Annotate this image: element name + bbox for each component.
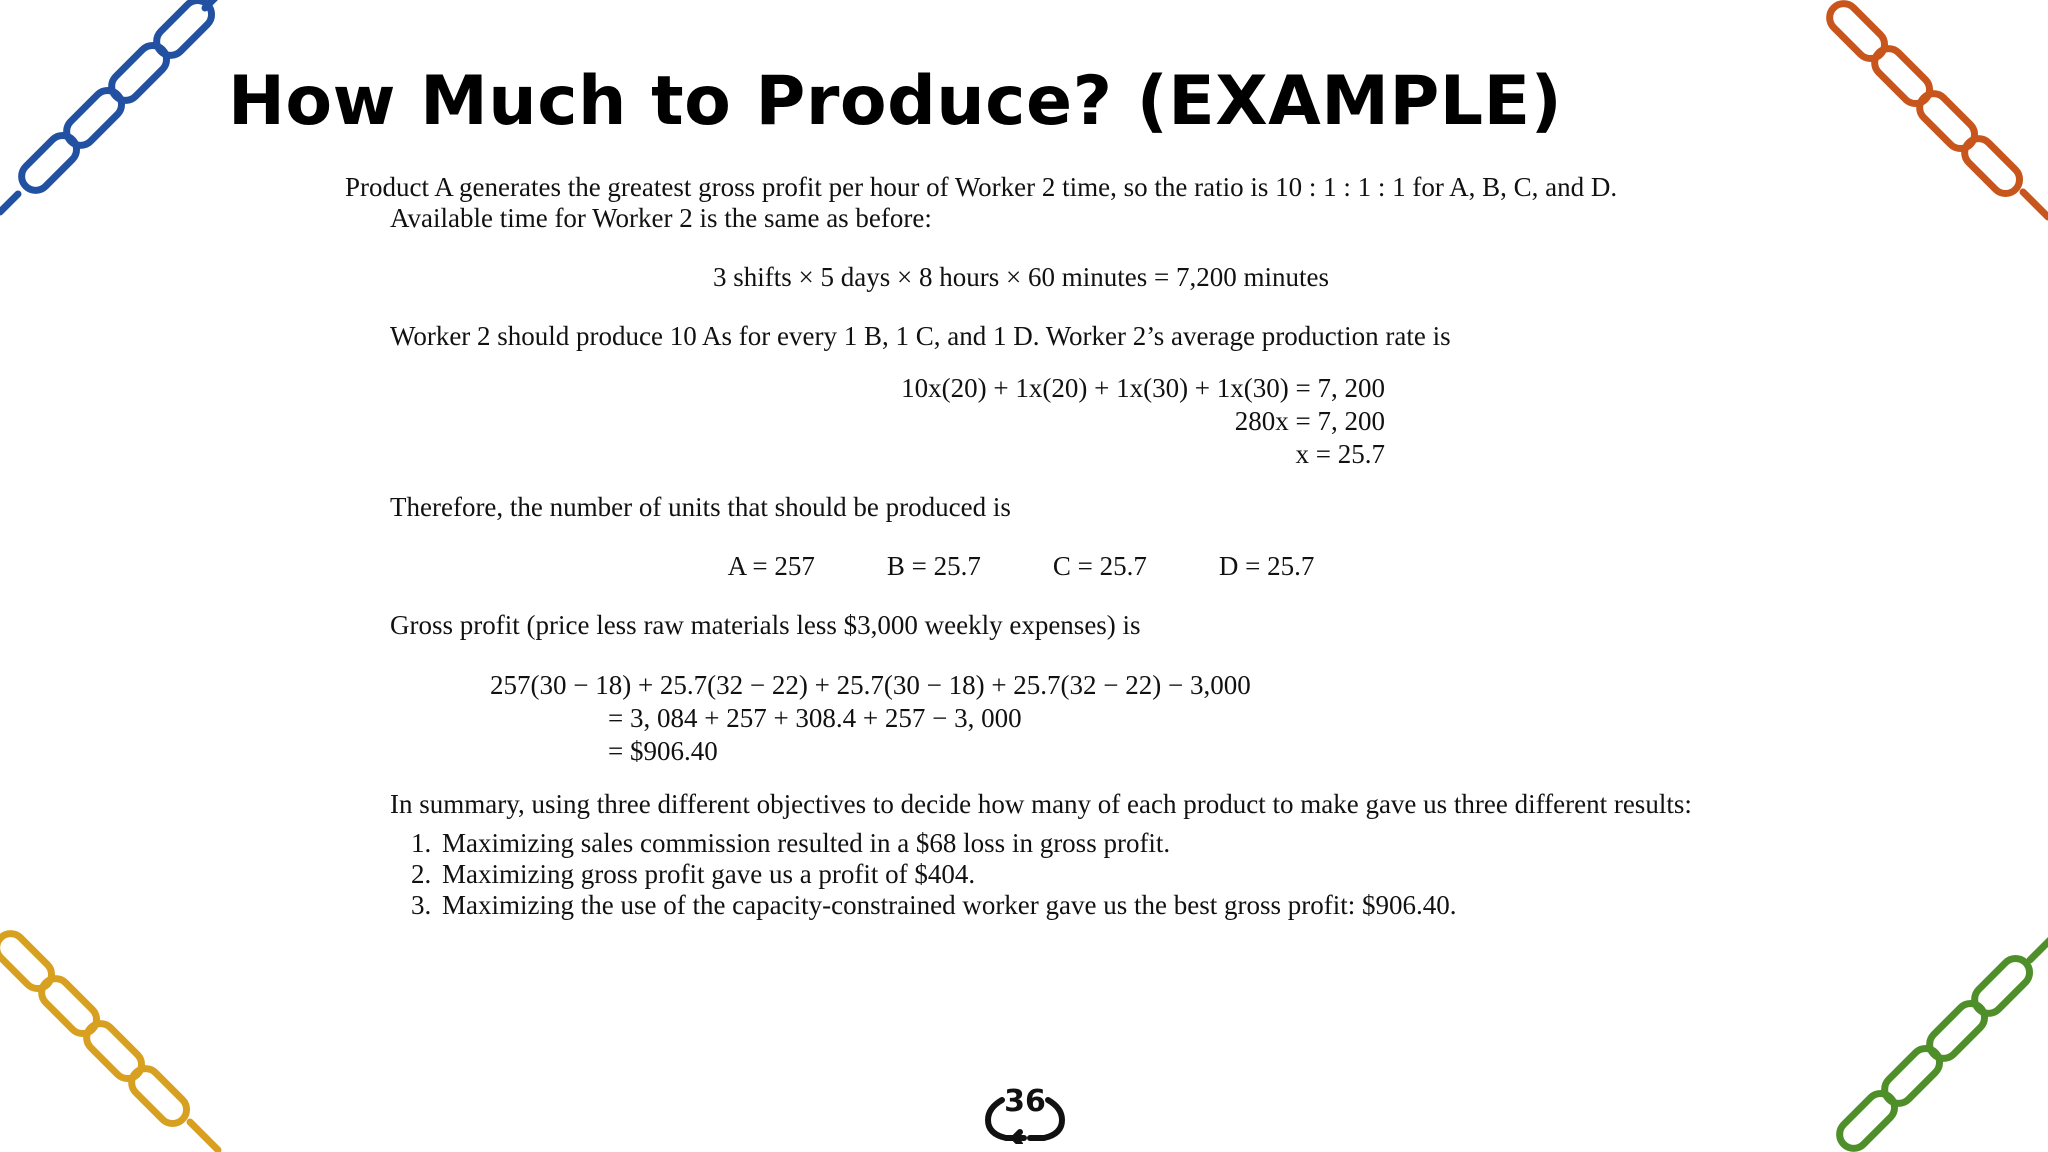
spacer	[345, 523, 1697, 551]
units-c: C = 25.7	[1052, 551, 1147, 581]
spacer	[345, 293, 1697, 321]
spacer	[345, 769, 1697, 789]
units-d: D = 25.7	[1218, 551, 1315, 581]
list-item: 3. Maximizing the use of the capacity-constrained worker gave us the best gross profit: $906.40.	[438, 890, 1697, 921]
profit-line-2: = 3, 084 + 257 + 308.4 + 257 − 3, 000	[608, 703, 1022, 733]
equation-available-time: 3 shifts × 5 days × 8 hours × 60 minutes = 7,200 minutes	[713, 262, 1329, 292]
page-number: 36	[1004, 1084, 1046, 1119]
units-to-produce	[345, 551, 1697, 582]
spacer	[345, 234, 1697, 262]
chain-decoration-bottom-right-icon	[1818, 922, 2048, 1152]
equation-line-2: 280x = 7, 200	[1234, 406, 1385, 436]
spacer	[345, 472, 1697, 492]
paragraph-available-time: Available time for Worker 2 is the same as before:	[390, 203, 932, 233]
paragraph-ratio: Product A generates the greatest gross profit per hour of Worker 2 time, so the ratio is 10 : 1 : 1 : 1 for A, B, C, and D.	[345, 172, 1618, 202]
paragraph-summary: In summary, using three different objectives to decide how many of each product to make gave us three different results:	[390, 789, 1692, 819]
spacer	[345, 352, 1697, 372]
chain-decoration-bottom-left-icon	[0, 922, 230, 1152]
equation-gross-profit	[345, 669, 1697, 769]
spacer	[345, 641, 1697, 669]
paragraph-production-rate: Worker 2 should produce 10 As for every 1 B, 1 C, and 1 D. Worker 2’s average production rate is	[390, 321, 1451, 351]
units-b: B = 25.7	[886, 551, 981, 581]
equation-line-1: 10x(20) + 1x(20) + 1x(30) + 1x(30) = 7, 200	[901, 373, 1385, 403]
chain-decoration-top-left-icon	[0, 0, 230, 230]
equation-line-3: x = 25.7	[1295, 439, 1385, 469]
paragraph-gross-profit: Gross profit (price less raw materials less $3,000 weekly expenses) is	[390, 610, 1141, 640]
results-list	[345, 828, 1697, 921]
page-number-badge	[984, 1082, 1066, 1144]
equation-production-rate	[345, 372, 1697, 472]
slide-title: How Much to Produce? (EXAMPLE)	[228, 62, 1563, 141]
profit-line-3: = $906.40	[608, 736, 718, 766]
paragraph-units: Therefore, the number of units that should be produced is	[390, 492, 1011, 522]
units-a: A = 257	[727, 551, 815, 581]
spacer	[345, 582, 1697, 610]
chain-decoration-top-right-icon	[1818, 0, 2048, 230]
profit-line-1: 257(30 − 18) + 25.7(32 − 22) + 25.7(30 − 18) + 25.7(32 − 22) − 3,000	[490, 670, 1251, 700]
list-item: 1. Maximizing sales commission resulted in a $68 loss in gross profit.	[438, 828, 1697, 859]
list-item: 2. Maximizing gross profit gave us a profit of $404.	[438, 859, 1697, 890]
textbook-excerpt	[345, 172, 1697, 921]
